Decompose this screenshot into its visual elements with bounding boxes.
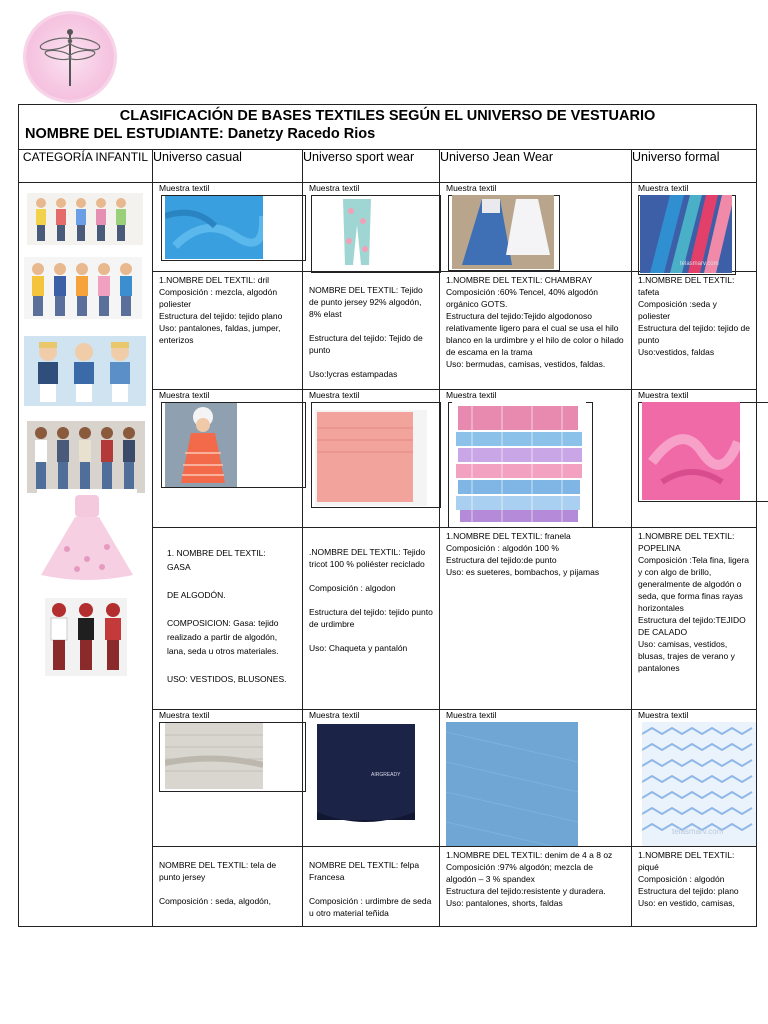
desc-line: Composición : seda, algodón, [159,896,271,906]
sample-cell-casual-2 [153,390,303,528]
sample-cell-jean-1 [440,183,632,272]
poplin-pink-swatch [642,402,740,500]
desc-line: 1.NOMBRE DEL TEXTIL: POPELINA [638,531,735,553]
hoodie-print-text: AIRGREADY [371,772,401,778]
sample-label: Muestra textil [638,710,689,720]
sample-label: Muestra textil [638,183,689,193]
desc-cell-jean-1 [440,272,632,390]
blue-drill-fabric-swatch [165,196,263,259]
desc-line: Uso: pantalones, faldas, jumper, enterizos [159,323,281,345]
desc-line: 1.NOMBRE DEL TEXTIL: CHAMBRAY [446,275,593,285]
desc-line: Uso: Chaqueta y pantalón [309,643,408,653]
title-cell [19,105,757,150]
desc-formal-2 [632,528,756,676]
sample-label: Muestra textil [638,390,689,400]
salmon-tricot-swatch [315,410,427,506]
sample-cell-casual-1 [153,183,303,272]
desc-casual-1 [153,272,302,348]
desc-line: DE ALGODÓN. [167,590,226,600]
pink-dress-photo [37,489,137,585]
desc-cell-formal-3 [632,847,757,927]
desc-cell-jean-3 [440,847,632,927]
desc-line: Estructura del tejido:de punto [446,555,557,565]
desc-cell-sport-2 [303,528,440,710]
desc-line: .NOMBRE DEL TEXTIL: Tejido tricot 100 % poliéster reciclado [309,547,426,569]
textile-classification-table [18,104,757,927]
jersey-knit-swatch [165,723,263,789]
desc-line: 1. NOMBRE DEL TEXTIL: GASA [167,548,266,572]
desc-sport-1 [303,272,439,382]
desc-line: Composición :60% Tencel, 40% algodón orgánico GOTS. [446,287,598,309]
sample-label: Muestra textil [159,710,210,720]
desc-line: Composición :97% algodón; mezcla de algodón – 3 % spandex [446,862,593,884]
dragonfly-logo [26,14,114,100]
header-casual: Universo casual [153,150,303,183]
desc-line: Composición : algodon [309,583,396,593]
student-label: NOMBRE DEL ESTUDIANTE: [25,126,224,142]
desc-line: Composición :seda y poliester [638,299,717,321]
desc-cell-casual-3 [153,847,303,927]
header-category: CATEGORÍA INFANTIL [19,150,153,183]
desc-line: Estructura del tejido: tejido plano [159,311,283,321]
desc-line: Estructura del tejido:resistente y duradera. [446,886,606,896]
sample-label: Muestra textil [309,710,360,720]
desc-casual-3 [153,847,302,909]
desc-formal-3 [632,847,756,911]
desc-line: Estructura del tejido: tejido de punto [638,323,750,345]
desc-line: Uso:vestidos, faldas [638,347,715,357]
sample-label: Muestra textil [309,183,360,193]
taffeta-swatch [640,195,732,273]
student-line [19,124,756,144]
desc-cell-casual-1 [153,272,303,390]
sample-label: Muestra textil [159,183,210,193]
desc-sport-3 [303,847,439,921]
desc-line: 1.NOMBRE DEL TEXTIL: dril [159,275,270,285]
desc-line: Estructura del tejido: tejido punto de urdimbre [309,607,433,629]
desc-line: COMPOSICION: Gasa: tejido realizado a partir de algodón, lana, seda u otros materiales. [167,618,279,656]
flannel-stack-swatch [452,402,586,526]
pique-chevron-swatch [642,722,756,846]
desc-line: NOMBRE DEL TEXTIL: Tejido de punto jersey 92% algodón, 8% elast [309,285,423,319]
desc-line: Composición :Tela fina, ligera y con algo de brillo, generalmente de algodón o seda, que forma finas rayas horizontales [638,555,750,613]
desc-line: Uso: es sueteres, bombachos, y pijamas [446,567,600,577]
desc-sport-2 [303,528,439,656]
kids-group-photo-2 [24,257,142,319]
desc-line: USO: VESTIDOS, BLUSONES. [167,674,287,684]
desc-jean-3 [440,847,631,911]
student-name: Danetzy Racedo Rios [227,126,376,142]
sample-label: Muestra textil [159,390,210,400]
desc-line: 1.NOMBRE DEL TEXTIL: piqué [638,850,735,872]
sample-cell-sport-2 [303,390,440,528]
sample-cell-formal-3 [632,710,757,847]
sample-cell-formal-2 [632,390,757,528]
desc-line: 1.NOMBRE DEL TEXTIL: franela [446,531,571,541]
kids-group-photo-4 [27,421,145,493]
desc-line: Uso:lycras estampadas [309,369,398,379]
chambray-dress-swatch [452,195,554,269]
header-jean: Universo Jean Wear [440,150,632,183]
header-sport: Universo sport wear [303,150,440,183]
desc-jean-2 [440,528,631,580]
denim-swatch [446,722,578,846]
page-title: CLASIFICACIÓN DE BASES TEXTILES SEGÚN EL UNIVERSO DE VESTUARIO [119,108,656,124]
desc-cell-sport-1 [303,272,440,390]
kids-group-photo-5 [45,598,127,676]
sample-cell-sport-1 [303,183,440,272]
desc-line: Uso: en vestido, camisas, [638,898,735,908]
sample-label: Muestra textil [309,390,360,400]
sample-label: Muestra textil [446,183,497,193]
desc-formal-1 [632,272,756,360]
desc-cell-formal-2 [632,528,757,710]
desc-jean-1 [440,272,631,372]
desc-line: Uso: camisas, vestidos, blusas, trajes de verano y pantalones [638,639,735,673]
sample-label: Muestra textil [446,390,497,400]
kids-group-photo-3 [24,336,146,406]
desc-line: Estructura del tejido:TEJIDO DE CALADO [638,615,746,637]
sample-label: Muestra textil [446,710,497,720]
desc-line: 1.NOMBRE DEL TEXTIL: tafeta [638,275,735,297]
printed-leggings-swatch [317,197,397,267]
desc-cell-casual-2 [153,528,303,710]
sample-cell-formal-1 [632,183,757,272]
desc-line: Estructura del tejido:Tejido algodonoso relativamente ligero para el cual se usa el hilo blanco en la urdimbre y el hilo de color o hilado de escama en la trama [446,311,624,357]
desc-line: Composición : urdimbre de seda u otro material teñida [309,896,432,918]
desc-line: 1.NOMBRE DEL TEXTIL: denim de 4 a 8 oz [446,850,613,860]
desc-line: Composición : algodón [638,874,725,884]
watermark-text: telasmarv.com [680,261,719,267]
desc-line: Uso: pantalones, shorts, faldas [446,898,563,908]
gauze-dress-swatch [165,403,237,487]
desc-cell-formal-1 [632,272,757,390]
desc-cell-jean-2 [440,528,632,710]
desc-casual-2 [153,528,302,686]
desc-line: Composición : algodón 100 % [446,543,559,553]
desc-line: Estructura del tejido: plano [638,886,739,896]
desc-line: NOMBRE DEL TEXTIL: tela de punto jersey [159,860,277,882]
sample-cell-sport-3 [303,710,440,847]
sample-cell-jean-2 [440,390,632,528]
desc-cell-sport-3 [303,847,440,927]
french-terry-hoodie-swatch [315,722,437,846]
desc-line: NOMBRE DEL TEXTIL: felpa Francesa [309,860,420,882]
watermark-text: telasmarv.com [672,827,724,836]
desc-line: Composición : mezcla, algodón poliester [159,287,278,309]
desc-line: Uso: bermudas, camisas, vestidos, faldas. [446,359,606,369]
kids-group-photo-1 [27,193,143,245]
category-images-cell [19,183,153,927]
desc-line: Estructura del tejido: Tejido de punto [309,333,423,355]
header-formal: Universo formal [632,150,757,183]
sample-cell-jean-3 [440,710,632,847]
sample-cell-casual-3 [153,710,303,847]
